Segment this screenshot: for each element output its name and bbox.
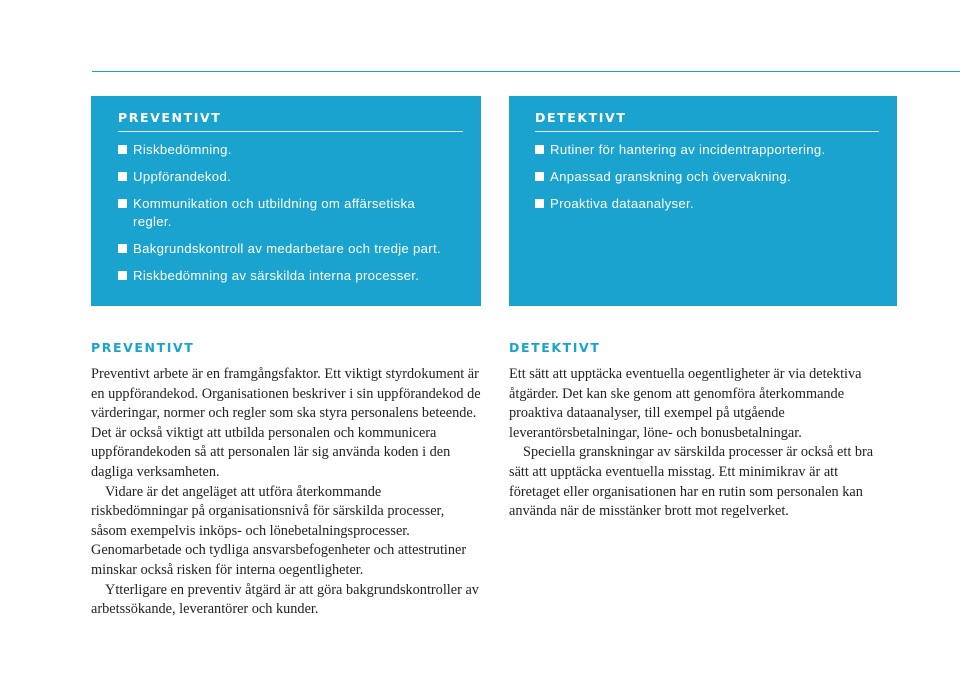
- list-item-text: Riskbedömning av särskilda interna processer.: [133, 268, 420, 283]
- paragraph: Speciella granskningar av särskilda processer är också ett bra sätt att upptäcka eventuella misstag. Ett minimikrav är att företaget eller organisationen har en rutin som personalen kan använda när de misstänker brott mot regelverket.: [509, 444, 874, 520]
- list-item: [118, 195, 463, 231]
- list-item: [535, 168, 879, 186]
- list-item-text: Kommunikation och utbildning om affärsetiska regler.: [133, 196, 415, 229]
- paragraph: Ytterligare en preventiv åtgärd är att göra bakgrundskontroller av arbetssökande, leverantörer och kunder.: [91, 581, 479, 618]
- detective-box-title: DETEKTIVT: [535, 110, 879, 132]
- list-item: [535, 195, 879, 213]
- list-item: [118, 267, 463, 285]
- square-bullet-icon: [535, 145, 544, 154]
- detective-list: [535, 141, 879, 213]
- top-divider: [92, 71, 960, 72]
- square-bullet-icon: [118, 145, 127, 154]
- square-bullet-icon: [118, 199, 127, 208]
- list-item-text: Anpassad granskning och övervakning.: [550, 169, 791, 184]
- list-item-text: Rutiner för hantering av incidentrapportering.: [550, 142, 826, 157]
- detective-summary-box: [509, 96, 897, 306]
- list-item: [118, 240, 463, 258]
- list-item-text: Proaktiva dataanalyser.: [550, 196, 694, 211]
- square-bullet-icon: [535, 172, 544, 181]
- detective-heading: DETEKTIVT: [509, 340, 601, 355]
- square-bullet-icon: [118, 172, 127, 181]
- list-item: [118, 141, 463, 159]
- paragraph: Vidare är det angeläget att utföra återkommande riskbedömningar på organisationsnivå för särskilda processer, såsom exempelvis inköps- och lönebetalningsprocesser. Genomarbetade och tydliga ansvarsbefogenheter och attestrutiner minskar också risken för interna oegentligheter.: [91, 483, 467, 578]
- preventive-summary-box: [91, 96, 481, 306]
- paragraph: Preventivt arbete är en framgångsfaktor. Ett viktigt styrdokument är en uppförandekod. Organisationen beskriver i sin uppförandekod de värderingar, normer och regler som ska styra personalens beteende. Det är också viktigt att utbilda personalen och kommunicera uppförandekoden så att personalen lär sig använda koden i den dagliga verksamheten.: [91, 366, 481, 480]
- preventive-box-title: PREVENTIVT: [118, 110, 463, 132]
- list-item-text: Uppförandekod.: [133, 169, 232, 184]
- list-item-text: Riskbedömning.: [133, 142, 232, 157]
- preventive-list: [118, 141, 463, 285]
- list-item: [118, 168, 463, 186]
- list-item-text: Bakgrundskontroll av medarbetare och tredje part.: [133, 241, 441, 256]
- square-bullet-icon: [118, 244, 127, 253]
- detective-article: [509, 336, 889, 522]
- paragraph: Ett sätt att upptäcka eventuella oegentligheter är via detektiva åtgärder. Det kan ske genom att genomföra återkommande proaktiva dataanalyser, till exempel på utgående leverantörsbetalningar, löne- och bonusbetalningar.: [509, 366, 862, 441]
- list-item: [535, 141, 879, 159]
- square-bullet-icon: [535, 199, 544, 208]
- preventive-article: [91, 336, 481, 620]
- preventive-heading: PREVENTIVT: [91, 340, 195, 355]
- square-bullet-icon: [118, 271, 127, 280]
